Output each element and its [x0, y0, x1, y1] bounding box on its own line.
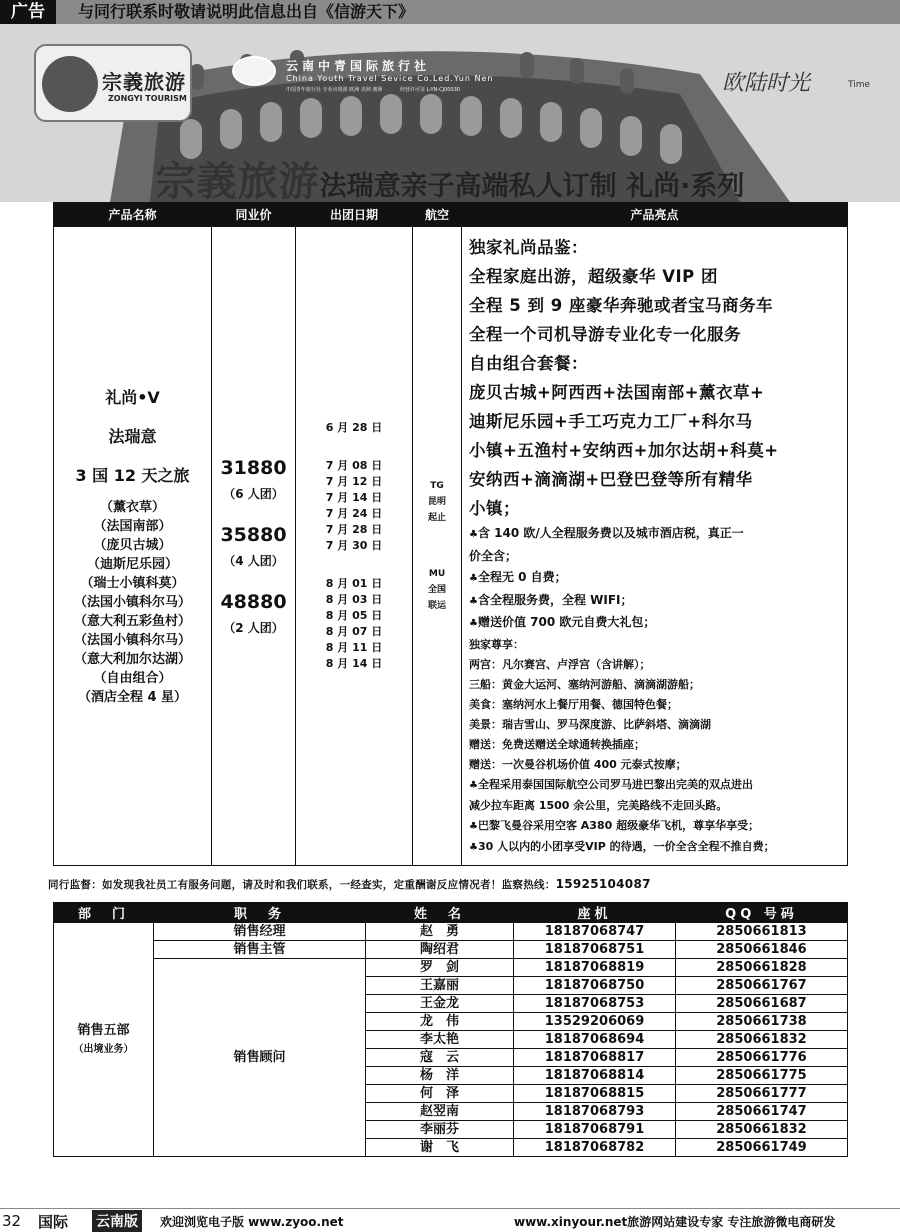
price-block [212, 591, 295, 636]
product-series: 礼尚•Ⅴ [105, 388, 160, 407]
highlight-feature-text: 含全程服务费，全程 WIFI； [477, 592, 633, 607]
product-sub: （酒店全程 4 星） [77, 690, 188, 705]
bullet-icon: ♣ [469, 595, 478, 607]
zongyi-logo [34, 44, 192, 122]
highlight-detail [469, 755, 841, 775]
product-table [53, 202, 848, 866]
product-sub: （自由组合） [93, 671, 172, 686]
price-group: （2 人团） [223, 620, 284, 635]
departure-date: 7 月 28 日 [325, 523, 383, 536]
highlight-detail [469, 635, 841, 655]
staff-qq: 2850661747 [676, 1103, 848, 1121]
header-role: 职 务 [154, 903, 366, 923]
footprint-icon [42, 56, 98, 112]
staff-phone: 18187068791 [514, 1121, 676, 1139]
highlight-detail-text: 减少拉车距离 1500 余公里，完美路线不走回头路。 [469, 798, 728, 812]
headline [0, 150, 900, 202]
header-department: 部 门 [54, 903, 154, 923]
headline-rest: 法瑞意亲子高端私人订制 礼尚·系列 [319, 171, 745, 202]
highlight-detail-text: 美景：瑞吉雪山、罗马深度游、比萨斜塔、滴滴湖 [469, 717, 711, 731]
page-number: 32 [2, 1212, 22, 1230]
staff-name: 杨 洋 [366, 1067, 514, 1085]
price-value: 48880 [220, 590, 287, 613]
highlight-detail [469, 816, 841, 837]
highlight-detail-text: 全程采用泰国国际航空公司罗马进巴黎出完美的双点进出 [477, 777, 753, 791]
airline-note: 联运 [427, 601, 446, 611]
price-block [212, 457, 295, 502]
staff-name: 赵翌南 [366, 1103, 514, 1121]
airline-code: TG [430, 481, 444, 491]
highlight-detail [469, 655, 841, 675]
departure-date: 7 月 12 日 [325, 475, 383, 488]
price-group: （6 人团） [223, 486, 284, 501]
top-ad-bar [0, 0, 900, 24]
header-date: 出团日期 [296, 203, 413, 227]
staff-qq: 2850661832 [676, 1031, 848, 1049]
staff-table [53, 902, 848, 1157]
staff-qq: 2850661828 [676, 959, 848, 977]
highlight-feature [469, 567, 841, 590]
header-name: 姓 名 [366, 903, 514, 923]
highlight-line: 全程家庭出游，超级豪华 VIP 团 [469, 267, 718, 286]
highlight-feature-text: 赠送价值 700 欧元自费大礼包； [477, 615, 656, 629]
staff-phone: 18187068815 [514, 1085, 676, 1103]
product-sub: （迪斯尼乐园） [86, 557, 178, 572]
highlight-line: 安纳西+滴滴湖+巴登巴登等所有精华 [469, 470, 753, 489]
highlight-detail-text: 30 人以内的小团享受VIP 的待遇，一价全含全程不推自费； [477, 839, 775, 853]
airline-city: 昆明 [427, 497, 446, 507]
product-sub: （法国小镇科尔马） [73, 595, 191, 610]
highlight-line: 全程 5 到 9 座豪华奔驰或者宝马商务车 [469, 296, 773, 315]
highlight-detail [469, 837, 841, 858]
header-highlights: 产品亮点 [462, 203, 848, 227]
dates-cell [296, 227, 413, 866]
departure-date: 8 月 01 日 [325, 577, 383, 590]
airline-code: MU [428, 569, 446, 579]
staff-name: 王金龙 [366, 995, 514, 1013]
departure-date: 7 月 30 日 [325, 539, 383, 552]
highlight-detail [469, 715, 841, 735]
price-value: 35880 [220, 523, 287, 546]
product-sub: （意大利加尔达湖） [73, 652, 191, 667]
ad-tag: 广告 [0, 0, 56, 24]
header-phone: 座机 [514, 903, 676, 923]
header-product-name: 产品名称 [54, 203, 212, 227]
product-duration: 3 国 12 天之旅 [75, 466, 190, 485]
staff-phone: 18187068694 [514, 1031, 676, 1049]
staff-row [54, 959, 848, 977]
staff-row [54, 923, 848, 941]
banner [0, 24, 900, 202]
agency-line2: 经营许可证 L-YN-CJ00030 [400, 87, 460, 93]
staff-name: 李太艳 [366, 1031, 514, 1049]
bullet-icon: ♣ [469, 779, 478, 791]
department-sub: （出境业务） [73, 1043, 134, 1055]
staff-qq: 2850661767 [676, 977, 848, 995]
highlight-feature-text: 全程无 0 自费； [477, 570, 567, 584]
staff-phone: 18187068817 [514, 1049, 676, 1067]
airline-cell [413, 227, 462, 866]
departure-date: 8 月 11 日 [325, 641, 383, 654]
airline-city: 全国 [427, 585, 446, 595]
product-name-cell [54, 227, 212, 866]
staff-phone: 18187068747 [514, 923, 676, 941]
departure-date: 8 月 03 日 [325, 593, 383, 606]
agency-line: 中国青年旅行社 专业出境游 欧洲 美洲 澳洲 [286, 87, 383, 93]
highlight-line: 庞贝古城+阿西西+法国南部+薰衣草+ [469, 383, 765, 402]
price-cell [212, 227, 296, 866]
highlights-cell [462, 227, 848, 866]
footer-ad: www.xinyour.net旅游网站建设专家 专注旅游微电商研发 [514, 1215, 836, 1229]
staff-qq: 2850661775 [676, 1067, 848, 1085]
departure-date: 7 月 14 日 [325, 491, 383, 504]
departure-date: 8 月 07 日 [325, 625, 383, 638]
supervision-hotline: 15925104087 [555, 877, 651, 891]
supervision-text: 同行监督：如发现我社员工有服务问题，请及时和我们联系，一经查实，定重酬谢反应情况者！监察热线： [48, 879, 556, 891]
price-value: 31880 [220, 456, 287, 479]
header-qq: QQ 号码 [676, 903, 848, 923]
highlight-detail-text: 赠送：一次曼谷机场价值 400 元泰式按摩； [469, 757, 687, 771]
highlight-detail [469, 735, 841, 755]
product-sub: （法国小镇科尔马） [73, 633, 191, 648]
highlight-feature-text: 含 140 欧/人全程服务费以及城市酒店税，真正一 [477, 526, 744, 540]
staff-qq: 2850661749 [676, 1139, 848, 1157]
department-cell [54, 923, 154, 1157]
staff-name: 李丽芬 [366, 1121, 514, 1139]
staff-qq: 2850661832 [676, 1121, 848, 1139]
highlight-feature [469, 523, 841, 546]
cyts-logo-icon [232, 56, 276, 86]
staff-name: 谢 飞 [366, 1139, 514, 1157]
header-airline: 航空 [413, 203, 462, 227]
bullet-icon: ♣ [469, 820, 478, 832]
role-cell: 销售主管 [154, 941, 366, 959]
staff-row [54, 941, 848, 959]
departure-date: 7 月 24 日 [325, 507, 383, 520]
price-group: （4 人团） [223, 553, 284, 568]
product-sub: （庞贝古城） [93, 538, 172, 553]
staff-name: 寇 云 [366, 1049, 514, 1067]
staff-qq: 2850661846 [676, 941, 848, 959]
highlight-detail-text: 独家尊享： [469, 637, 524, 651]
logo-en: ZONGYI TOURISM [108, 94, 187, 103]
product-sub: （意大利五彩鱼村） [73, 614, 191, 629]
highlight-detail [469, 695, 841, 715]
staff-qq: 2850661687 [676, 995, 848, 1013]
role-cell: 销售经理 [154, 923, 366, 941]
logo-cn: 宗義旅游 [102, 70, 186, 94]
headline-brand: 宗義旅游 [155, 159, 320, 202]
staff-phone: 18187068814 [514, 1067, 676, 1085]
highlight-detail [469, 796, 841, 816]
product-sub: （薰衣草） [99, 500, 165, 515]
staff-name: 罗 剑 [366, 959, 514, 977]
bullet-icon: ♣ [469, 573, 478, 584]
staff-phone: 18187068819 [514, 959, 676, 977]
page-footer [0, 1208, 900, 1230]
edition-badge: 云南版 [92, 1210, 142, 1232]
highlight-detail-text: 巴黎飞曼谷采用空客 A380 超级豪华飞机，尊享华享受； [477, 818, 760, 832]
staff-name: 赵 勇 [366, 923, 514, 941]
highlight-line: 迪斯尼乐园+手工巧克力工厂+科尔马 [469, 412, 753, 431]
product-sub: （瑞士小镇科莫） [80, 576, 185, 591]
bullet-icon: ♣ [469, 618, 478, 629]
highlight-line: 全程一个司机导游专业化专一化服务 [469, 325, 741, 344]
highlight-detail [469, 675, 841, 695]
highlight-line: 自由组合套餐： [469, 354, 588, 373]
staff-phone: 18187068793 [514, 1103, 676, 1121]
highlight-detail [469, 775, 841, 796]
staff-qq: 2850661776 [676, 1049, 848, 1067]
department-name: 销售五部 [77, 1022, 130, 1038]
staff-name: 陶绍君 [366, 941, 514, 959]
ebook-note: 欢迎浏览电子版 www.zyoo.net [160, 1215, 344, 1229]
bullet-icon: ♣ [469, 529, 478, 540]
highlight-line: 小镇+五渔村+安纳西+加尔达胡+科莫+ [469, 441, 779, 460]
supervision-notice [48, 877, 853, 892]
section-name: 国际 [38, 1213, 69, 1231]
staff-name: 王嘉丽 [366, 977, 514, 995]
slogan-en: Time [848, 80, 871, 90]
highlight-feature [469, 590, 841, 613]
highlight-feature-text: 价全含； [469, 548, 518, 563]
highlight-feature [469, 612, 841, 635]
header-price: 同业价 [212, 203, 296, 227]
agency-en: China Youth Travel Sevice Co.Led.Yun Nen [286, 74, 494, 83]
price-block [212, 524, 295, 569]
departure-date: 6 月 28 日 [325, 421, 383, 434]
bullet-icon: ♣ [469, 841, 478, 853]
ad-notice: 与同行联系时敬请说明此信息出自《信游天下》 [78, 2, 415, 21]
airline-note: 起止 [427, 513, 446, 523]
highlight-detail-text: 三船：黄金大运河、塞纳河游船、滴滴湖游船； [469, 677, 700, 691]
highlight-detail-text: 两宫：凡尔赛宫、卢浮宫（含讲解）； [469, 657, 651, 671]
staff-phone: 13529206069 [514, 1013, 676, 1031]
agency-name: 云南中青国际旅行社 [286, 59, 431, 73]
staff-phone: 18187068750 [514, 977, 676, 995]
departure-date: 8 月 14 日 [325, 657, 383, 670]
slogan: 欧陆时光 [722, 71, 811, 96]
highlight-feature [469, 546, 841, 568]
staff-name: 龙 伟 [366, 1013, 514, 1031]
departure-date: 7 月 08 日 [325, 459, 383, 472]
departure-date: 8 月 05 日 [325, 609, 383, 622]
staff-phone: 18187068751 [514, 941, 676, 959]
highlight-detail-text: 赠送：免费送赠送全球通转换插座； [469, 737, 645, 751]
highlight-line: 独家礼尚品鉴： [469, 238, 588, 257]
staff-phone: 18187068753 [514, 995, 676, 1013]
role-cell: 销售顾问 [154, 959, 366, 1157]
product-sub: （法国南部） [93, 519, 172, 534]
highlight-line: 小镇； [469, 499, 520, 518]
staff-qq: 2850661738 [676, 1013, 848, 1031]
staff-qq: 2850661777 [676, 1085, 848, 1103]
highlight-detail-text: 美食：塞纳河水上餐厅用餐、德国特色餐； [469, 697, 678, 711]
staff-qq: 2850661813 [676, 923, 848, 941]
staff-name: 何 泽 [366, 1085, 514, 1103]
staff-phone: 18187068782 [514, 1139, 676, 1157]
product-countries: 法瑞意 [108, 427, 157, 446]
